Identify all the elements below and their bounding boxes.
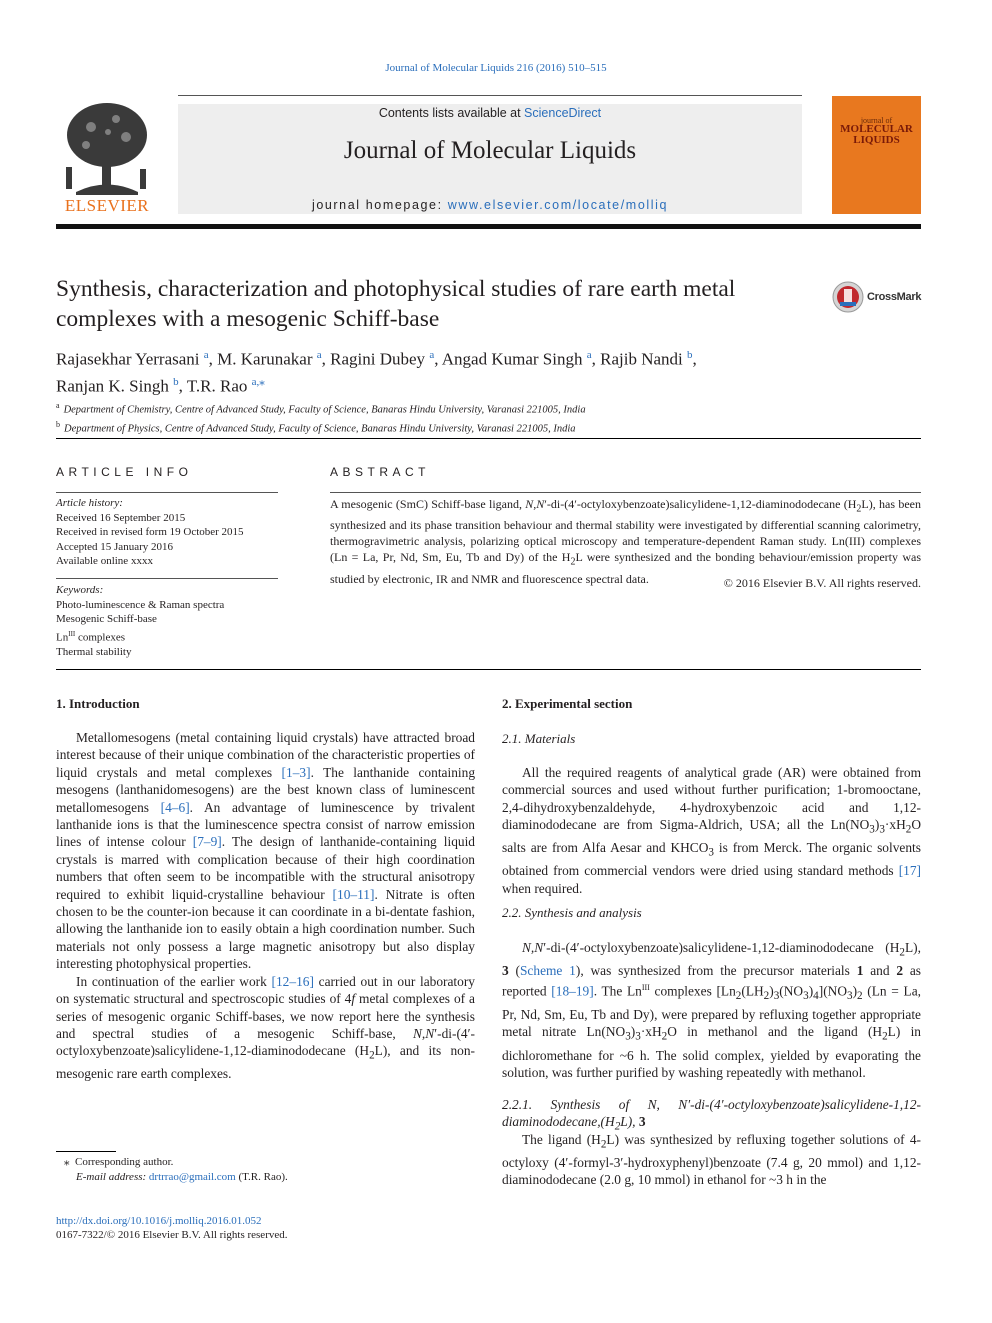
subsection-heading: 2.1. Materials <box>502 731 576 746</box>
synthesis-body: N,N′-di-(4′-octyloxybenzoate)salicylidene-1,12-diaminododecane $(H_2L)$, 3 (Scheme 1), was synthesized from the precursor materials 1 and 2 as reported [18–19]. The $Ln^{III}$ complexes $[Ln_2(LH_2)_3(NO_3)_4](NO_3)_2$ (Ln = La, Pr, Nd, Sm, Eu, Tb and Dy), were prepared by refluxing together appropriate metal nitrate $Ln(NO_3)_3\cdot xH_2O$ in methanol and the ligand $(H_2L)$ in dichloromethane for ~6 h. The solid complex, yielded by evaporating the solution, was further purified by washing repeatedly with methanol. <box>502 940 922 1080</box>
subsubsection-heading: 2.2.1. Synthesis of N, $N'-di-(4'-octyloxybenzoate)salicylidene-1,12-diaminododecane,(H_2L)$, 3 <box>502 1097 921 1134</box>
history-item: Received 16 September 2015 <box>56 511 186 524</box>
cover-title: MOLECULAR LIQUIDS <box>840 123 913 146</box>
history-item: Available online xxxx <box>56 555 153 567</box>
contents-available-line: Contents lists available at ScienceDirect <box>378 106 602 120</box>
ligand-synthesis-body: The ligand $(H_2L)$ was synthesized by refluxing together solutions of 4-octyloxy (4′-formyl-3′-hydroxyphenyl)benzoate (7.4 g, 20 mmol) and 1,12-diaminododecane (2.0 g, 10 mmol) in ethanol for ~3 h in the <box>502 1132 921 1188</box>
email-link[interactable]: drtrrao@gmail.com <box>148 1170 236 1183</box>
subsection-heading: 2.2. Synthesis and analysis <box>502 905 642 920</box>
affiliation-b: $^b$ Department of Physics, Centre of Advanced Study, Faculty of Science, Banaras Hindu University, Varanasi 221005, India <box>56 419 576 434</box>
abstract-body: A mesogenic (SmC) Schiff-base ligand, N,N′-di-(4′-octyloxybenzoate)salicylidene-1,12-diaminododecane $(H_2L)$, has been synthesized and its phase transition behaviour and thermal stability were investigated by differential scanning calorimetry, thermogravimetric analysis, polarizing optical microscopy and temperature-dependent Raman study. Ln(III) complexes (Ln = La, Pr, Nd, Sm, Eu, Tb and Dy) of the $H_2L$ were synthesized and the bonding behaviour/emission property was studied by electronic, IR and NMR and fluorescence spectral data. <box>330 497 921 586</box>
citation-link[interactable]: [4–6] <box>160 799 190 815</box>
author[interactable]: Rajib Nandi <box>600 349 683 369</box>
author-affiliation-marker[interactable]: b <box>687 349 693 361</box>
author-list: Rajasekhar Yerrasani $^a$, M. Karunakar $^a$, Ragini Dubey $^a$, Angad Kumar Singh $^a$, Rajib Nandi $^b$, Ranjan K. Singh $^b$, T.R. Rao $^{a,⁎}$ <box>56 349 697 396</box>
materials-body: All the required reagents of analytical grade (AR) were obtained from commercial sources and used without further purification; 1-bromooctane, 2,4-dihydroxybenzaldehyde, 4-hydroxybenzoic acid and 1,12-diaminododecane are from Sigma-Aldrich, USA; all the $Ln(NO_3)_3\cdot xH_2O$ salts are from Alfa Aesar and $KHCO_3$ is from Merck. The organic solvents obtained from commercial vendors were dried using standard methods [17] when required. <box>502 765 921 896</box>
history-item: Received in revised form 19 October 2015 <box>56 526 244 538</box>
author[interactable]: Angad Kumar Singh <box>441 349 583 369</box>
keyword: $Ln^{III}$ complexes <box>56 629 126 644</box>
divider <box>56 669 921 670</box>
author-affiliation-marker[interactable]: a <box>203 349 209 361</box>
keywords-label: Keywords: <box>56 584 104 596</box>
abstract-copyright: © 2016 Elsevier B.V. All rights reserved. <box>723 576 921 590</box>
doi-link[interactable]: http://dx.doi.org/10.1016/j.molliq.2016.01.052 <box>56 1215 262 1227</box>
journal-cover-thumbnail[interactable] <box>832 96 921 214</box>
journal-homepage-link[interactable]: www.elsevier.com/locate/molliq <box>447 198 669 212</box>
crossmark-badge[interactable]: CrossMark <box>832 280 922 316</box>
corresponding-author-footnote: ⁎ Corresponding author. E-mail address: drtrrao@gmail.com (T.R. Rao). <box>64 1156 288 1183</box>
author-affiliation-marker[interactable]: a <box>429 349 435 361</box>
footnote-rule <box>56 1151 116 1152</box>
author-affiliation-marker[interactable]: a <box>316 349 322 361</box>
keyword: Thermal stability <box>56 645 132 658</box>
author[interactable]: T.R. Rao <box>186 376 248 396</box>
author[interactable]: Rajasekhar Yerrasani <box>56 349 200 369</box>
journal-homepage-line: journal homepage: www.elsevier.com/locate/molliq <box>311 198 669 212</box>
author[interactable]: Ranjan K. Singh <box>56 376 169 396</box>
cover-subtitle: journal of <box>860 116 893 125</box>
keyword: Photo-luminescence & Raman spectra <box>56 598 225 611</box>
history-label: Article history: <box>56 497 123 509</box>
section-heading: 2. Experimental section <box>502 696 633 711</box>
author-affiliation-marker[interactable]: a,⁎ <box>251 375 265 388</box>
author-affiliation-marker[interactable]: a <box>586 349 592 361</box>
keyword: Mesogenic Schiff-base <box>56 613 157 625</box>
introduction-body: Metallomesogens (metal containing liquid crystals) have attracted broad interest because of their unique combination of the characteristic properties of liquid crystals and metal complexes [1–3]. The lanthanide containing mesogens (lanthanidomesogens) are the best known class of luminescent metallomesogens [4–6]. An advantage of luminescence by trivalent lanthanide ions is that the luminescence spectra consist of narrow emission lines of intense colour [7–9]. The design of lanthanide-containing liquid crystals is marred with complication because of their high coordination numbers that often seem to be incompatible with the structural anisotropy required to exhibit liquid-crystalline behaviour [10–11]. Nitrate is often chosen to be the counter-ion because it can coordinate in a bi-dentate fashion, allowing the lanthanide ion to easily obtain a high coordination number. Such materials not only possess a large magnetic anisotropy but also display interesting photophysical properties. In continuation of the earlier work [12–16] carried out in our laboratory on systematic structural and spectroscopic studies of 4f metal complexes of a series of mesogenic organic Schiff-bases, we now report here the synthesis and spectral studies of a mesogenic Schiff-base, N,N′-di-(4′-octyloxybenzoate)salicylidene-1,12-diaminododecane $(H_2L)$, and its non-mesogenic rare earth complexes. <box>56 730 476 1082</box>
scheme-link[interactable]: Scheme 1 <box>519 963 576 979</box>
citation-link[interactable]: [17] <box>898 863 921 879</box>
divider <box>56 438 921 439</box>
journal-title: Journal of Molecular Liquids <box>343 137 637 164</box>
article-history <box>56 496 286 569</box>
abstract-heading: ABSTRACT <box>330 465 431 479</box>
crossmark-icon <box>832 280 864 314</box>
article-title: Synthesis, characterization and photophysical studies of rare earth metal complexes with a mesogenic Schiff-base <box>56 276 736 332</box>
citation-link[interactable]: [7–9] <box>192 834 222 850</box>
divider <box>56 578 278 579</box>
article-info-heading: ARTICLE INFO <box>56 465 193 479</box>
divider <box>330 492 921 493</box>
header-top-rule <box>178 95 802 96</box>
citation-link[interactable]: [12–16] <box>271 973 314 989</box>
history-item: Accepted 15 January 2016 <box>56 540 173 553</box>
sciencedirect-link[interactable]: ScienceDirect <box>524 106 602 120</box>
citation-link[interactable]: [18–19] <box>551 983 594 999</box>
citation-link[interactable]: [10–11] <box>332 886 375 902</box>
journal-reference[interactable]: Journal of Molecular Liquids 216 (2016) 510–515 <box>385 62 607 74</box>
author[interactable]: M. Karunakar <box>217 349 313 369</box>
section-heading: 1. Introduction <box>56 696 140 711</box>
author-affiliation-marker[interactable]: b <box>173 375 179 388</box>
affiliations <box>56 399 856 436</box>
author[interactable]: Ragini Dubey <box>330 349 426 369</box>
affiliation-a: $^a$ Department of Chemistry, Centre of Advanced Study, Faculty of Science, Banaras Hindu University, Varanasi 221005, India <box>56 401 586 416</box>
issn-copyright: 0167-7322/© 2016 Elsevier B.V. All rights reserved. <box>56 1229 288 1241</box>
header-thick-rule <box>56 224 921 229</box>
keywords <box>56 583 286 659</box>
elsevier-wordmark: ELSEVIER <box>64 196 150 215</box>
citation-link[interactable]: [1–3] <box>281 764 311 780</box>
divider <box>56 492 278 493</box>
